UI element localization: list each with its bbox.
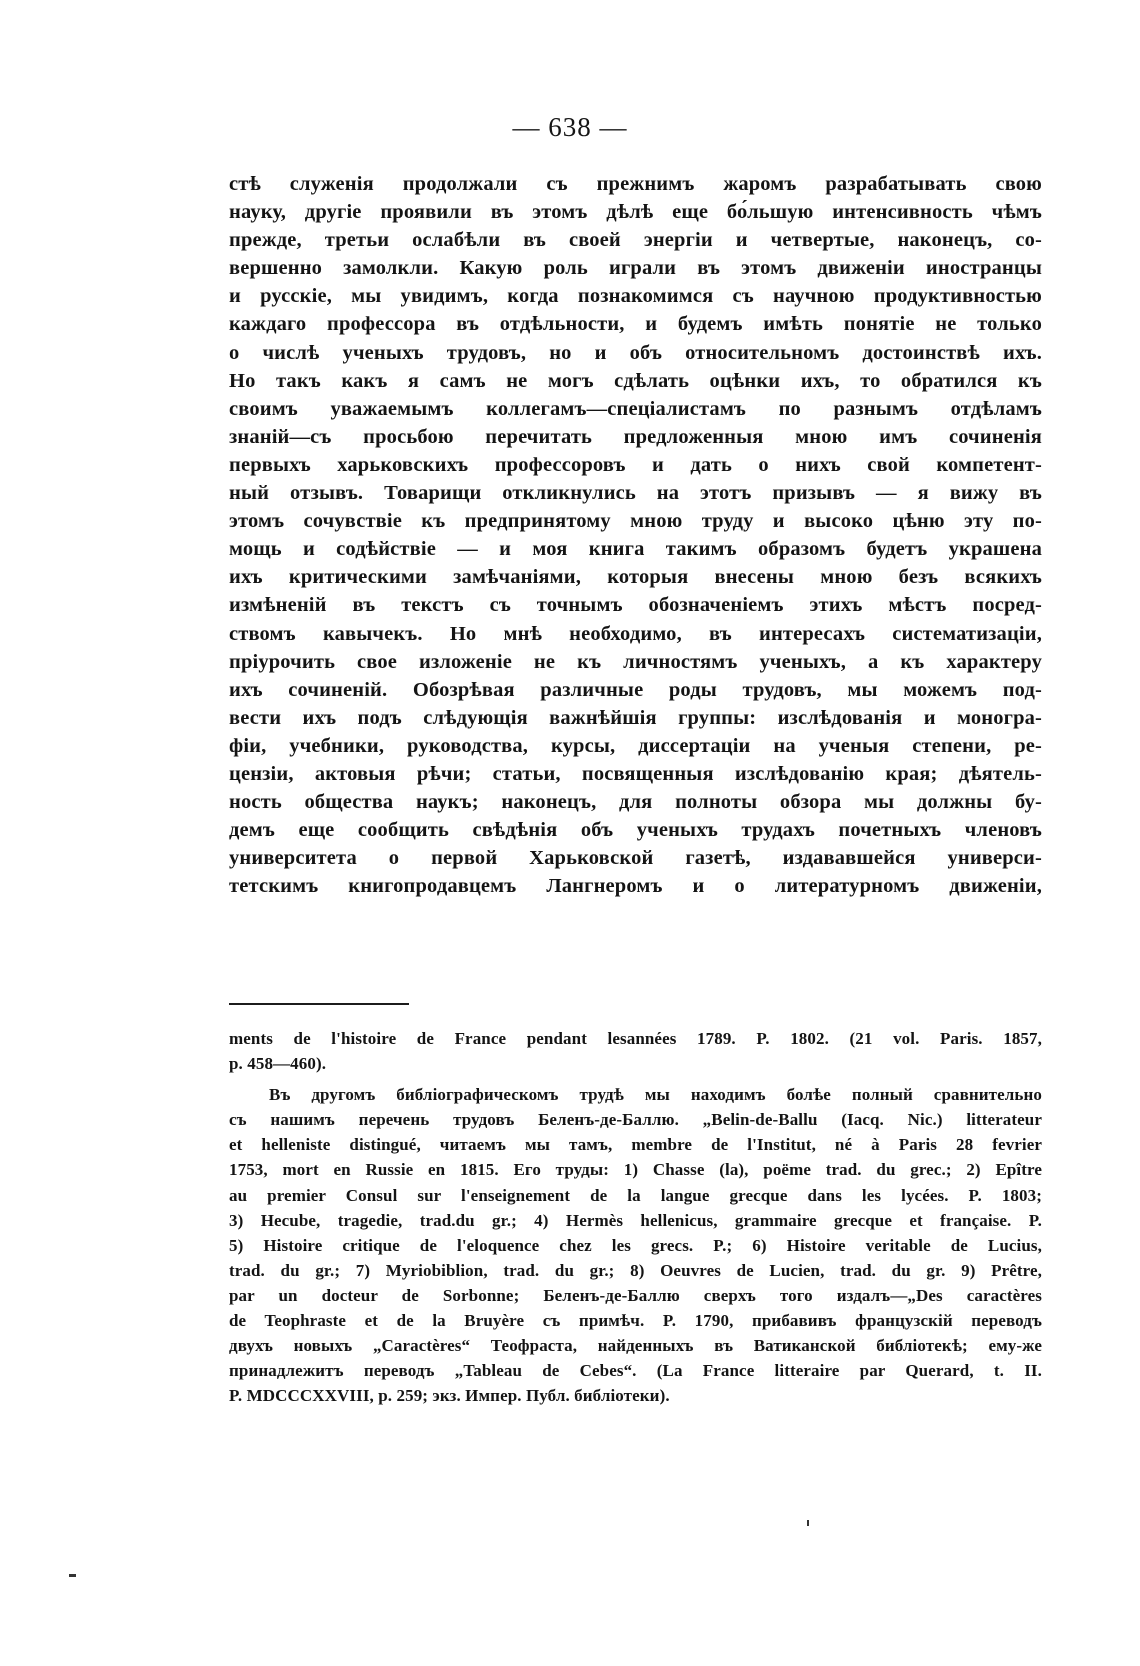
body-line: своимъ уважаемымъ коллегамъ—спеціалистамъ по разнымъ отдѣламъ [229,397,1042,420]
body-line: ихъ критическими замѣчаніями, которыя внесены мною безъ всякихъ [229,566,1042,589]
body-line: университета о первой Харьковской газетѣ, издававшейся универси- [229,847,1042,870]
footnote-line: P. MDCCCXXVIII, p. 259; экз. Импер. Публ. библіотеки). [229,1386,670,1406]
scan-speck [69,1574,76,1577]
footnote-line: p. 458—460). [229,1054,327,1074]
scan-speck [807,1520,809,1526]
body-line: измѣненій въ текстъ съ точнымъ обозначеніемъ этихъ мѣстъ посред- [229,594,1042,617]
body-line: прежде, третьи ослабѣли въ своей энергіи и четвертые, наконецъ, со- [229,229,1042,252]
body-line: каждаго профессора въ отдѣльности, и будемъ имѣть понятіе не только [229,313,1042,336]
footnote-line: par un docteur de Sorbonne; Беленъ-де-Баллю сверхъ того издалъ—„Des caractères [229,1285,1042,1305]
body-line: цензіи, актовыя рѣчи; статьи, посвященныя изслѣдованію края; дѣятель- [229,762,1042,785]
footnote-line: Въ другомъ библіографическомъ трудѣ мы находимъ болѣе полный сравнительно [269,1085,1042,1105]
footnote-line: принадлежитъ переводъ „Tableau de Cebes“. (La France litteraire par Querard, t. II. [229,1361,1042,1381]
footnote-line: 3) Hecube, tragedie, trad.du gr.; 4) Hermès hellenicus, grammaire grecque et française. P. [229,1210,1042,1230]
body-line: знаній—съ просьбою перечитать предложенныя мною имъ сочиненія [229,425,1042,448]
body-line: демъ еще сообщить свѣдѣнія объ ученыхъ трудахъ почетныхъ членовъ [229,819,1042,842]
body-line: ствомъ кавычекъ. Но мнѣ необходимо, въ интересахъ систематизаціи, [229,622,1042,645]
body-line: ихъ сочиненій. Обозрѣвая различные роды трудовъ, мы можемъ под- [229,678,1042,701]
body-line: о числѣ ученыхъ трудовъ, но и объ относительномъ достоинствѣ ихъ. [229,341,1042,364]
body-line: науку, другіе проявили въ этомъ дѣлѣ еще бо́льшую интенсивность чѣмъ [229,201,1042,224]
footnote-line: et helleniste distingué, читаемъ мы тамъ, membre de l'Institut, né à Paris 28 fevrier [229,1135,1042,1155]
body-line: мощь и содѣйствіе — и моя книга такимъ образомъ будетъ украшена [229,538,1042,561]
body-line: и русскіе, мы увидимъ, когда познакомимся съ научною продуктивностью [229,285,1042,308]
footnote-text [229,1026,1042,1408]
main-body-text [229,170,1042,900]
footnote-separator-rule [229,1003,409,1005]
body-line: первыхъ харьковскихъ профессоровъ и дать о нихъ свой компетент- [229,453,1042,476]
body-line: ный отзывъ. Товарищи откликнулись на этотъ призывъ — я вижу въ [229,482,1042,505]
body-line: пріурочить свое изложеніе не къ личностямъ ученыхъ, а къ характеру [229,650,1042,673]
body-line: Но такъ какъ я самъ не могъ сдѣлать оцѣнки ихъ, то обратился къ [229,369,1042,392]
body-line: вести ихъ подъ слѣдующія важнѣйшія группы: изслѣдованія и моногра- [229,706,1042,729]
body-line: фіи, учебники, руководства, курсы, диссертаціи на ученыя степени, ре- [229,734,1042,757]
body-line: вершенно замолкли. Какую роль играли въ этомъ движеніи иностранцы [229,257,1042,280]
footnote-line: 5) Histoire critique de l'eloquence chez les grecs. P.; 6) Histoire veritable de Lucius, [229,1235,1042,1255]
footnote-line: 1753, mort en Russie en 1815. Его труды: 1) Chasse (la), poëme trad. du grec.; 2) Epître [229,1160,1042,1180]
footnote-line: de Teophraste et de la Bruyère съ примѣч. P. 1790, прибавивъ французскій переводъ [229,1311,1042,1331]
footnote-line: ments de l'histoire de France pendant lesannées 1789. P. 1802. (21 vol. Paris. 1857, [229,1029,1042,1048]
footnote-line: trad. du gr.; 7) Myriobiblion, trad. du gr.; 8) Oeuvres de Lucien, trad. du gr. 9) Prêtre, [229,1260,1042,1280]
body-line: стѣ служенія продолжали съ прежнимъ жаромъ разрабатывать свою [229,173,1042,195]
body-line: ность общества наукъ; наконецъ, для полноты обзора мы должны бу- [229,791,1042,814]
body-line: этомъ сочувствіе къ предпринятому мною труду и высоко цѣню эту по- [229,510,1042,533]
footnote-line: съ нашимъ перечень трудовъ Беленъ-де-Баллю. „Belin-de-Ballu (Iacq. Nic.) litterateur [229,1110,1042,1130]
page-number: — 638 — [512,112,628,142]
footnote-line: au premier Consul sur l'enseignement de la langue grecque dans les lycées. P. 1803; [229,1185,1042,1205]
footnote-line: двухъ новыхъ „Caractères“ Теофраста, найденныхъ въ Ватиканской библіотекѣ; ему-же [229,1336,1042,1356]
body-line: тетскимъ книгопродавцемъ Лангнеромъ и о литературномъ движеніи, [229,875,1042,898]
